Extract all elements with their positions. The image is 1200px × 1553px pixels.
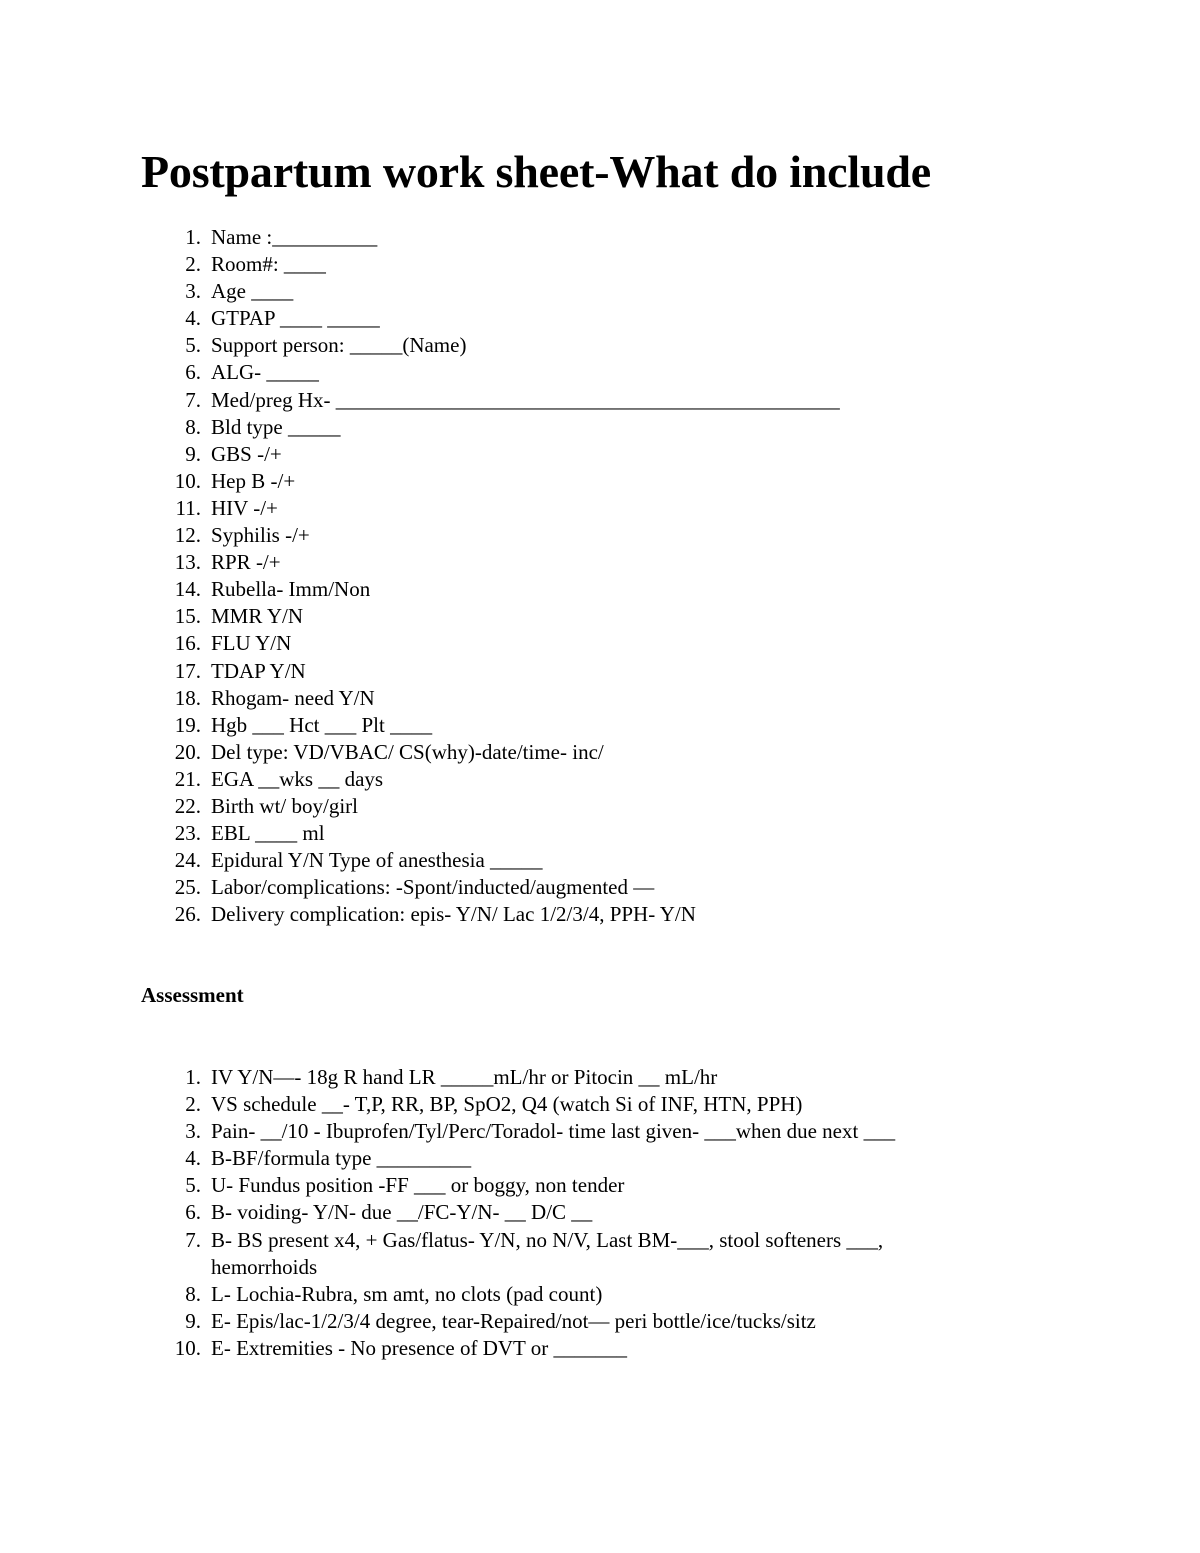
item-text: ALG- _____ bbox=[211, 360, 319, 385]
list-item bbox=[176, 793, 840, 820]
list-item bbox=[176, 305, 840, 332]
item-number: 14. bbox=[174, 577, 201, 602]
list-item bbox=[176, 468, 840, 495]
item-number: 24. bbox=[174, 848, 201, 873]
item-text: B- BS present x4, + Gas/flatus- Y/N, no N/V, Last BM-___, stool softeners ___, hemorrhoids bbox=[211, 1227, 884, 1279]
list-item bbox=[176, 658, 840, 685]
list-item bbox=[176, 1335, 991, 1362]
list-item bbox=[176, 603, 840, 630]
item-text: EBL ____ ml bbox=[211, 821, 325, 846]
list-item bbox=[176, 1145, 991, 1172]
item-text: E- Epis/lac-1/2/3/4 degree, tear-Repaired/not— peri bottle/ice/tucks/sitz bbox=[211, 1308, 816, 1333]
item-number: 10. bbox=[174, 1335, 201, 1360]
list-item bbox=[176, 901, 840, 928]
item-text: Age ____ bbox=[211, 279, 294, 304]
list-item bbox=[176, 441, 840, 468]
list-item bbox=[176, 630, 840, 657]
item-number: 5. bbox=[185, 333, 201, 358]
item-text: B-BF/formula type _________ bbox=[211, 1146, 472, 1171]
list-item bbox=[176, 1227, 991, 1281]
list-item bbox=[176, 251, 840, 278]
item-text: Birth wt/ boy/girl bbox=[211, 793, 358, 818]
list-item bbox=[176, 820, 840, 847]
item-text: FLU Y/N bbox=[211, 631, 292, 656]
item-text: Labor/complications: -Spont/inducted/augmented — bbox=[211, 875, 655, 900]
item-number: 11. bbox=[175, 495, 201, 520]
list-item bbox=[176, 874, 840, 901]
list-item bbox=[176, 847, 840, 874]
patient-info-list bbox=[176, 224, 840, 928]
list-item bbox=[176, 685, 840, 712]
item-text: Room#: ____ bbox=[211, 252, 326, 277]
item-number: 1. bbox=[185, 1065, 201, 1089]
list-item bbox=[176, 1118, 991, 1145]
item-number: 17. bbox=[174, 658, 201, 683]
item-text: Rhogam- need Y/N bbox=[211, 685, 375, 710]
list-item bbox=[176, 766, 840, 793]
item-number: 18. bbox=[174, 685, 201, 710]
list-item bbox=[176, 712, 840, 739]
item-text: U- Fundus position -FF ___ or boggy, non tender bbox=[211, 1173, 625, 1198]
list-item bbox=[176, 278, 840, 305]
item-number: 1. bbox=[185, 225, 201, 249]
item-number: 7. bbox=[185, 1227, 201, 1252]
list-item bbox=[176, 387, 840, 414]
item-number: 10. bbox=[174, 468, 201, 493]
list-item bbox=[176, 1281, 991, 1308]
list-item bbox=[176, 359, 840, 386]
item-number: 9. bbox=[185, 1308, 201, 1333]
item-number: 26. bbox=[174, 902, 201, 927]
list-item bbox=[176, 414, 840, 441]
item-number: 5. bbox=[185, 1173, 201, 1198]
item-number: 2. bbox=[185, 1092, 201, 1117]
list-item bbox=[176, 1199, 991, 1226]
list-item bbox=[176, 224, 840, 251]
item-text: MMR Y/N bbox=[211, 604, 303, 629]
item-text: Hgb ___ Hct ___ Plt ____ bbox=[211, 712, 433, 737]
item-text: GBS -/+ bbox=[211, 441, 282, 466]
item-number: 13. bbox=[174, 550, 201, 575]
list-item bbox=[176, 495, 840, 522]
item-number: 6. bbox=[185, 1200, 201, 1225]
item-number: 4. bbox=[185, 1146, 201, 1171]
assessment-list bbox=[176, 1064, 991, 1362]
list-item bbox=[176, 332, 840, 359]
item-number: 4. bbox=[185, 306, 201, 331]
item-text: Pain- __/10 - Ibuprofen/Tyl/Perc/Toradol- time last given- ___when due next ___ bbox=[211, 1119, 896, 1144]
item-text: RPR -/+ bbox=[211, 550, 281, 575]
item-text: HIV -/+ bbox=[211, 495, 278, 520]
item-number: 23. bbox=[174, 821, 201, 846]
item-text: Syphilis -/+ bbox=[211, 523, 310, 548]
item-text: L- Lochia-Rubra, sm amt, no clots (pad count) bbox=[211, 1281, 603, 1306]
item-text: Del type: VD/VBAC/ CS(why)-date/time- inc/ bbox=[211, 739, 604, 764]
assessment-heading: Assessment bbox=[141, 983, 244, 1007]
item-number: 16. bbox=[174, 631, 201, 656]
item-text: Hep B -/+ bbox=[211, 468, 296, 493]
list-item bbox=[176, 1172, 991, 1199]
item-number: 12. bbox=[174, 523, 201, 548]
page-title: Postpartum work sheet-What do include bbox=[141, 146, 931, 197]
item-text: EGA __wks __ days bbox=[211, 766, 384, 791]
item-text: Name :__________ bbox=[211, 225, 378, 249]
item-number: 25. bbox=[174, 875, 201, 900]
list-item bbox=[176, 1091, 991, 1118]
item-text: VS schedule __- T,P, RR, BP, SpO2, Q4 (watch Si of INF, HTN, PPH) bbox=[211, 1092, 803, 1117]
item-text: Support person: _____(Name) bbox=[211, 333, 467, 358]
list-item bbox=[176, 1308, 991, 1335]
item-number: 22. bbox=[174, 793, 201, 818]
item-number: 20. bbox=[174, 739, 201, 764]
item-number: 2. bbox=[185, 252, 201, 277]
item-text: Bld type _____ bbox=[211, 414, 341, 439]
item-number: 3. bbox=[185, 1119, 201, 1144]
item-text: IV Y/N—- 18g R hand LR _____mL/hr or Pitocin __ mL/hr bbox=[211, 1065, 718, 1089]
item-number: 15. bbox=[174, 604, 201, 629]
item-number: 8. bbox=[185, 1281, 201, 1306]
item-text: B- voiding- Y/N- due __/FC-Y/N- __ D/C __ bbox=[211, 1200, 593, 1225]
item-text: TDAP Y/N bbox=[211, 658, 306, 683]
item-text: Med/preg Hx- ________________________________________________ bbox=[211, 387, 840, 412]
item-text: E- Extremities - No presence of DVT or _______ bbox=[211, 1335, 628, 1360]
item-number: 21. bbox=[174, 766, 201, 791]
item-number: 3. bbox=[185, 279, 201, 304]
item-text: Delivery complication: epis- Y/N/ Lac 1/2/3/4, PPH- Y/N bbox=[211, 902, 696, 927]
item-number: 6. bbox=[185, 360, 201, 385]
item-number: 19. bbox=[174, 712, 201, 737]
list-item bbox=[176, 1064, 991, 1091]
list-item bbox=[176, 739, 840, 766]
item-number: 8. bbox=[185, 414, 201, 439]
list-item bbox=[176, 549, 840, 576]
item-text: Rubella- Imm/Non bbox=[211, 577, 371, 602]
list-item bbox=[176, 576, 840, 603]
item-number: 7. bbox=[185, 387, 201, 412]
item-text: Epidural Y/N Type of anesthesia _____ bbox=[211, 848, 543, 873]
item-number: 9. bbox=[185, 441, 201, 466]
item-text: GTPAP ____ _____ bbox=[211, 306, 380, 331]
list-item bbox=[176, 522, 840, 549]
